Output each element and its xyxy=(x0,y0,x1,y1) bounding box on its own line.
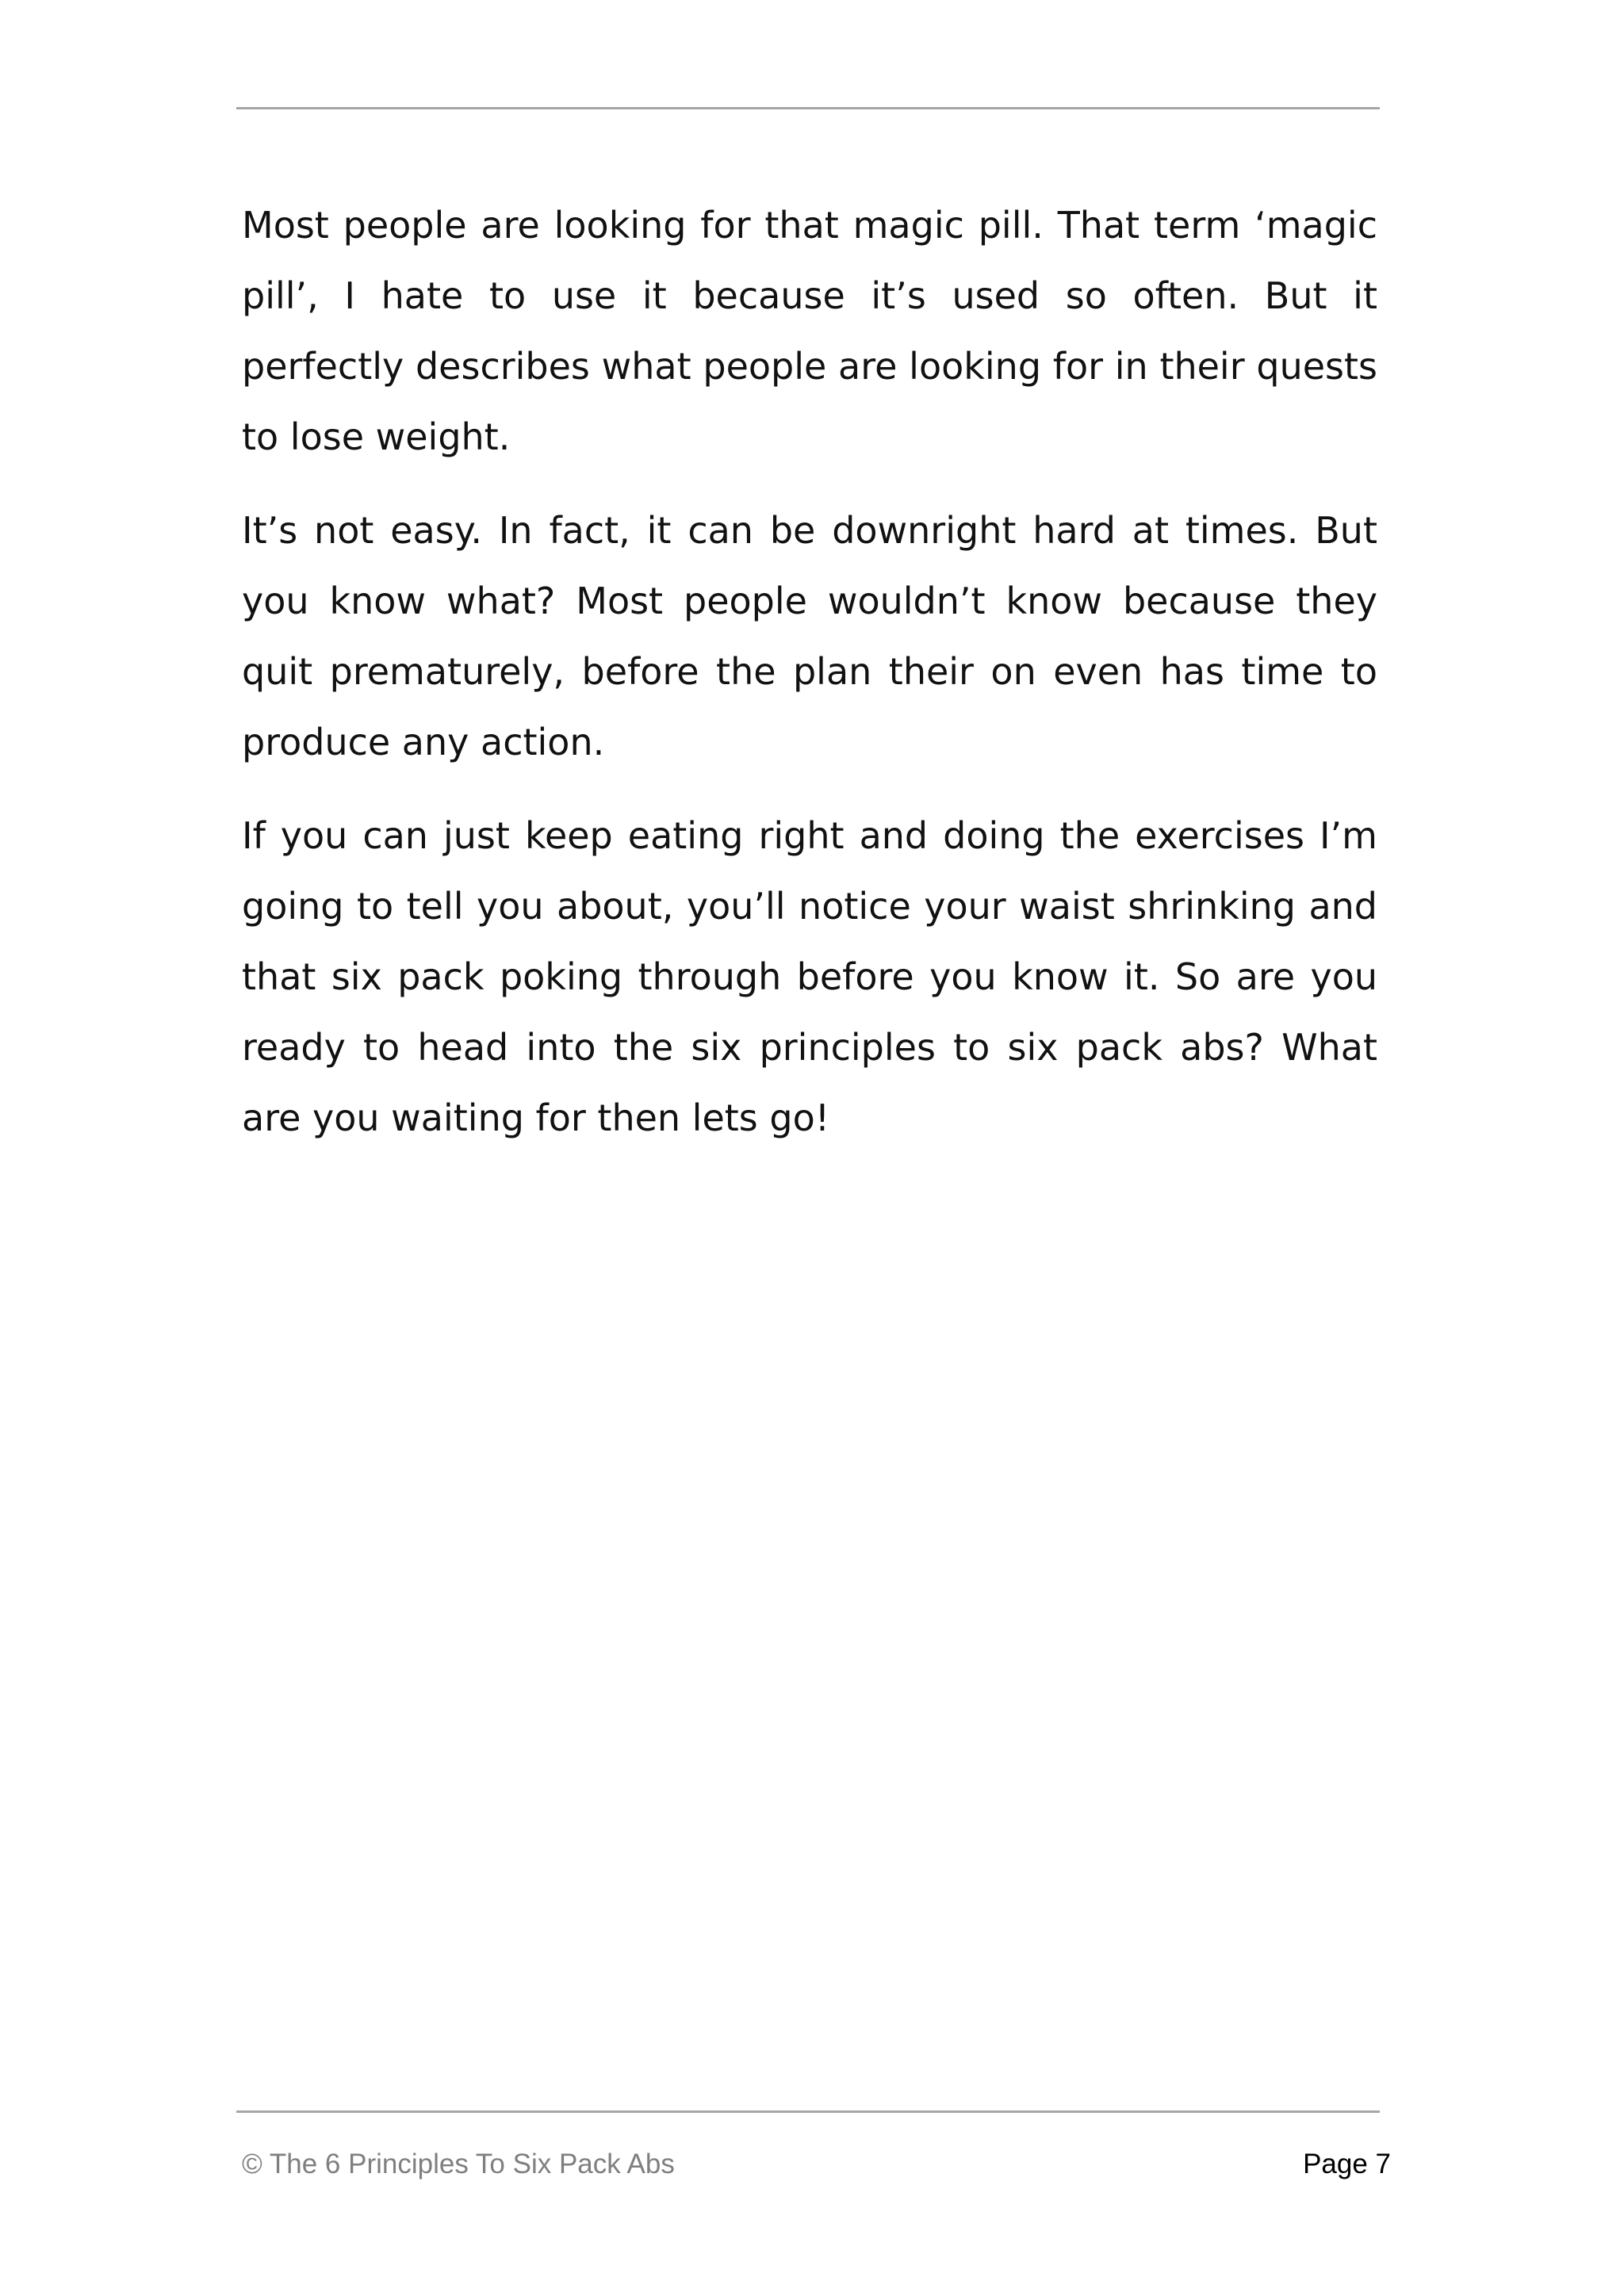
paragraph-2: It’s not easy. In fact, it can be downright hard at times. But you know what? Most people wouldn’t know because they quit prematurely, before the plan their on even has time to produce any action. xyxy=(242,509,1377,763)
page-number: Page 7 xyxy=(1303,2149,1391,2179)
header-rule xyxy=(236,107,1380,109)
body-text xyxy=(242,190,1377,1177)
paragraph-3: If you can just keep eating right and doing the exercises I’m going to tell you about, you’ll notice your waist shrinking and that six pack poking through before you know it. So are you ready to head into the six principles to six pack abs? What are you waiting for then lets go! xyxy=(242,814,1377,1139)
footer-copyright: © The 6 Principles To Six Pack Abs xyxy=(242,2149,675,2179)
paragraph-1: Most people are looking for that magic pill. That term ‘magic pill’, I hate to use it because it’s used so often. But it perfectly describes what people are looking for in their quests to lose weight. xyxy=(242,204,1377,458)
footer-rule xyxy=(236,2110,1380,2113)
